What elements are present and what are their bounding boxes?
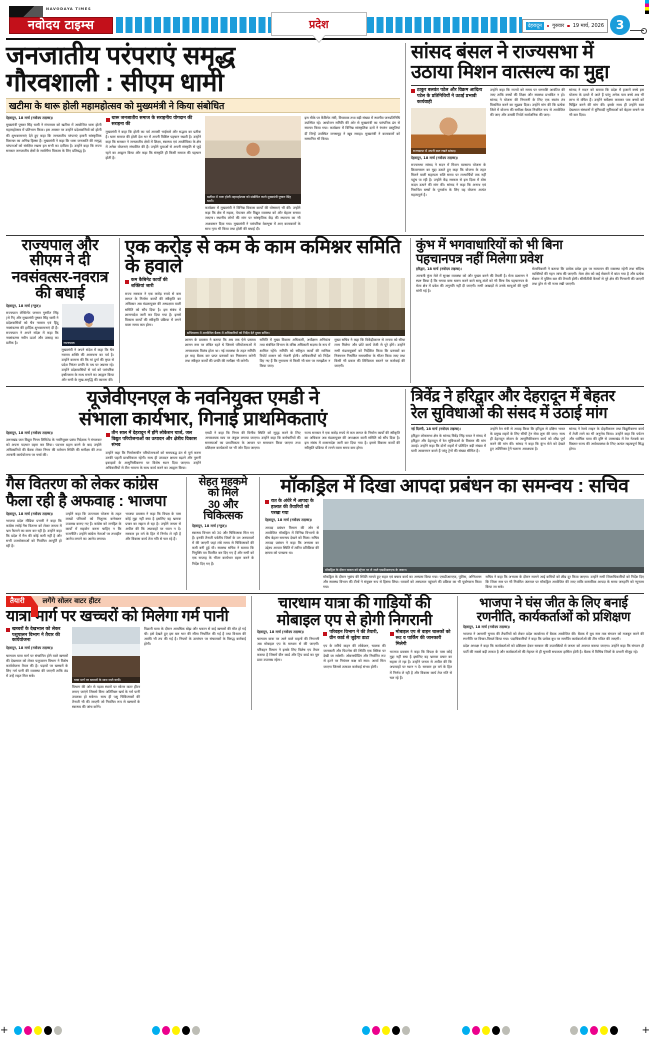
lead-photo-dhami: [205, 116, 301, 204]
lead-subhead: खटीमा के थारू होली महामहोत्सव को मुख्यमंत्री ने किया संबोधित: [6, 98, 400, 113]
bansal-dateline: देहरादून, 18 मार्च (नवोदय टाइम्स)।: [411, 155, 459, 160]
ujvnl-text-4: राज्य सरकार ने एक करोड़ रुपये से कम लागत के निर्माण कार्यों की स्वीकृति का अधिकार अब मंडलायुक्त की अध्यक्षता वाली समिति को सौंप दिया है। इस संबंध में शासनादेश जारी कर दिया गया है। इससे विकास कार्यों की स्वीकृति प्रक्रिया में लगने वाला समय कम होगा।: [304, 431, 400, 451]
ujvnl-headline-line1: यूजेवीएनएल के नवनियुक्त एमडी ने: [86, 388, 320, 410]
trivendra-headline-line1: त्रिवेंद्र ने हरिद्वार और देहरादून में बेहतर: [411, 388, 615, 406]
commissioner-text-1: राज्य सरकार ने एक करोड़ रुपये से कम लागत के निर्माण कार्यों की स्वीकृति का अधिकार अब मंडलायुक्त की अध्यक्षता वाली समिति को सौंप दिया है। इस संबंध में शासनादेश जारी कर दिया गया है। इससे विकास कार्यों की स्वीकृति प्रक्रिया में लगने वाला समय कम होगा।: [125, 292, 181, 327]
bansal-text-1: [411, 156, 486, 199]
mockdrill-photo-column: [323, 499, 644, 590]
governor-column-2: [62, 304, 115, 383]
mockdrill-text-1-body: आपदा प्रबंधन विभाग की ओर से आयोजित मॉकड्रिल में विभिन्न विभागों के बीच बेहतर समन्वय देखने को मिला। सचिव आपदा प्रबंधन ने कहा कि अभ्यास का उद्देश्य आपात स्थिति में त्वरित प्रतिक्रिया की क्षमता को परखना था।: [265, 525, 319, 555]
lead-story: [6, 43, 400, 232]
kumbh-headline-line2: पहचानपत्र नहीं मिलेगा प्रवेश: [416, 250, 543, 266]
bjp-column-1: [463, 625, 644, 654]
mule-photo: [72, 627, 140, 683]
chardham-bullet-2: [390, 630, 452, 648]
chardham-story: [257, 596, 452, 710]
trivendra-text-2: उन्होंने रेल मंत्री से आग्रह किया कि हरिद्वार से दक्षिण भारत के प्रमुख शहरों के लिए सीधी ट्रेन सेवा शुरू की जाए। साथ ही देहरादून स्टेशन के आधुनिकीकरण कार्य को शीघ्र पूर्ण करने की मांग की। सांसद ने कहा कि कुंभ मेले को देखते हुए अतिरिक्त ट्रेनें चलाना आवश्यक है।: [490, 426, 565, 452]
commissioner-photo: [185, 278, 405, 336]
bullet-square-icon: [106, 433, 110, 437]
bjp-story: [463, 596, 644, 710]
ujvnl-bullet-text: तीन साल में देहरादून में होंगे लोकेशन चार्ज, जल विद्युत परियोजनाओं का उत्पादन और क्षेत्रीय विकास संभव: [111, 431, 197, 448]
column-divider-8: [457, 596, 458, 710]
section-rule-1: [6, 235, 644, 236]
mockdrill-headline: मॉकड्रिल में दिखा आपदा प्रबंधन का समन्वय : सचिव: [280, 476, 629, 498]
page-number-tail: [630, 30, 644, 31]
bjp-headline-line2: रणनीति, कार्यकर्ताओं को प्रशिक्षण: [476, 609, 631, 624]
bullet-square-icon: [265, 500, 269, 504]
trivendra-column-1: [411, 427, 486, 456]
doctors-headline-line2: 30 और चिकित्सक: [203, 498, 243, 522]
commissioner-headline: एक करोड़ से कम के काम कमिश्नर समिति के हवाले: [125, 236, 401, 278]
mockdrill-photo-caption: मॉकड्रिल के दौरान घायल को स्ट्रेचर पर ले जाते एसडीआरएफ के जवान।: [323, 567, 644, 573]
dateline-day: गुरुवार: [552, 23, 565, 29]
lead-text-1: मुख्यमंत्री पुष्कर सिंह धामी ने मंगलवार को खटीमा में आयोजित थारू होली महामहोत्सव में प्रतिभाग किया। इस अवसर पर उन्होंने प्रदेशवासियों को होली की शुभकामनाएं देते हुए कहा कि जनजातीय परंपराएं हमारी सांस्कृतिक विरासत का अभिन्न हिस्सा हैं। मुख्यमंत्री ने कहा कि थारू जनजाति की समृद्ध परंपराओं को संरक्षित रखना हम सभी का दायित्व है। उन्होंने कहा कि राज्य सरकार जनजातीय क्षेत्रों के सर्वांगीण विकास के लिए प्रतिबद्ध है।: [6, 123, 102, 153]
doctors-body: [192, 524, 254, 567]
cmyk-dots-5: [570, 1026, 618, 1035]
mule-story: [6, 596, 246, 710]
section-tab[interactable]: [271, 12, 367, 36]
bansal-story: [411, 43, 644, 232]
dateline-dot-1: [547, 25, 550, 28]
mockdrill-text-1: [265, 518, 319, 555]
ujvnl-headline-line2: संभाला कार्यभार, गिनाई प्राथमिकताएं: [78, 408, 328, 430]
logo-kicker: NAVODAYA TIMES: [46, 7, 92, 11]
column-divider-5: [186, 477, 187, 590]
kumbh-column-1: [416, 267, 528, 296]
decorative-bar-strip-right: [367, 17, 522, 33]
section-tab-label: प्रदेश: [309, 17, 329, 31]
column-divider-2: [119, 238, 120, 384]
gas-story: [6, 477, 181, 590]
chardham-dateline: देहरादून, 18 मार्च (नवोदय टाइम्स)।: [257, 630, 305, 635]
decorative-bar-strip-left: [116, 17, 271, 33]
gas-headline-line2: फैला रही है अफवाह : भाजपा: [6, 492, 167, 510]
bansal-photo-caption: राज्यसभा में अपनी बात रखते सांसद।: [411, 148, 486, 154]
mockdrill-column-1: [265, 499, 319, 590]
trivendra-text-1: हरिद्वार लोकसभा क्षेत्र के सांसद त्रिवेंद्र सिंह रावत ने संसद में हरिद्वार और देहरादून में रेल सुविधाओं के विस्तार की मांग उठाई। उन्होंने कहा कि दोनों शहरों में प्रतिदिन बड़ी संख्या में यात्री आवागमन करते हैं परंतु ट्रेनों की संख्या सीमित है।: [411, 433, 486, 454]
kumbh-story: [416, 238, 644, 384]
page-number-badge: 3: [610, 15, 630, 35]
bansal-photo: [411, 108, 486, 154]
mule-tag-band: [6, 596, 246, 607]
column-divider-4: [405, 389, 406, 471]
bullet-square-icon: [323, 632, 327, 636]
doctors-text: स्वास्थ्य विभाग को 30 और चिकित्सक मिल गए हैं। इनकी तैनाती पर्वतीय जिलों के उन अस्पतालों में की जाएगी जहां लंबे समय से चिकित्सकों की कमी बनी हुई थी। स्वास्थ्य सचिव ने बताया कि नियुक्ति पत्र वितरित कर दिए गए हैं और सभी को एक सप्ताह के भीतर कार्यभार ग्रहण करने के निर्देश दिए गए हैं।: [192, 531, 254, 566]
ujvnl-text-3: एमडी ने कहा कि निगम की वित्तीय स्थिति को सुदृढ़ करने के लिए अनावश्यक व्यय पर अंकुश लगाया जाएगा। उन्होंने कहा कि कर्मचारियों की समस्याओं का प्राथमिकता के आधार पर समाधान किया जाएगा तथा प्रशिक्षण कार्यक्रमों पर भी जोर दिया जाएगा।: [205, 431, 301, 451]
doctors-story: [192, 477, 254, 590]
bullet-square-icon: [106, 118, 110, 122]
ujvnl-text-1: उत्तराखंड जल विद्युत निगम लिमिटेड के नवनियुक्त प्रबंध निदेशक ने मंगलवार को अपना पदभार ग्रहण कर लिया। पदभार ग्रहण करने के बाद उन्होंने अधिकारियों की बैठक लेकर निगम की वर्तमान स्थिति की समीक्षा की तथा आगामी कार्ययोजना पर चर्चा की।: [6, 438, 102, 458]
logo-text: नवोदय टाइम्स: [27, 17, 95, 33]
governor-story: [6, 238, 114, 384]
chardham-text-1: चारधाम यात्रा पर आने वाले वाहनों की निगरानी अब मोबाइल एप के माध्यम से की जाएगी। परिवहन विभाग ने इसके लिए विशेष एप तैयार कराया है जिसमें ग्रीन कार्ड और ट्रिप कार्ड का पूरा डाटा उपलब्ध रहेगा।: [257, 637, 320, 662]
mule-dateline: देहरादून, 18 मार्च (नवोदय टाइम्स)।: [6, 646, 54, 651]
bjp-text-1: भाजपा ने आगामी चुनाव की तैयारियों को लेकर प्रदेश कार्यालय में बैठक आयोजित की। बैठक में बूथ स्तर तक संगठन को मजबूत करने की रणनीति पर विचार-विमर्श किया गया। पदाधिकारियों ने कहा कि प्रत्येक बूथ पर समर्पित कार्यकर्ताओं की टीम गठित की जाएगी।: [463, 632, 644, 642]
governor-headline-line2: नवसंवत्सर-नवरात्र की बधाई: [11, 269, 109, 303]
commissioner-text-2: शासन के प्रवक्ता ने बताया कि अब तक ऐसे प्रस्ताव शासन स्तर पर लंबित रहते थे जिससे परियोजनाओं में अनावश्यक विलंब होता था। नई व्यवस्था के तहत समिति हर माह बैठक कर प्राप्त प्रस्तावों का निस्तारण करेगी तथा स्वीकृत कार्यों की प्रगति की समीक्षा भी करेगी।: [185, 338, 256, 363]
chardham-column-2: [323, 630, 385, 680]
dateline-dot-2: [567, 25, 570, 28]
chardham-bullet-1: [323, 630, 385, 642]
column-divider-3: [410, 238, 411, 384]
gas-headline-line1: गैस वितरण को लेकर कांग्रेस: [6, 476, 158, 494]
lead-column-4: [305, 116, 401, 231]
ujvnl-bullet: [106, 431, 202, 449]
governor-dateline: देहरादून, 18 मार्च (न्यूज)।: [6, 303, 42, 308]
dateline-date: 19 मार्च, 2026: [572, 23, 605, 29]
mockdrill-bullet-text: रात के अंधेरे में आपदा के हालात की तैयारियों को परखा गया: [271, 498, 314, 516]
gas-column-1: [6, 512, 62, 551]
chardham-bullet-1-text: परिवहन विभाग ने की तैयारी, ग्रीन कार्ड से जुड़ेगा डाटा: [329, 630, 379, 642]
mule-column-1: [6, 627, 68, 710]
mockdrill-story: [265, 477, 644, 590]
chardham-text-2: एप के जरिये वाहन की लोकेशन, चालक की जानकारी और फिटनेस की स्थिति एक क्लिक पर देखी जा सकेगी। ओवरस्पीडिंग और निर्धारित रूट से हटने पर नियंत्रण कक्ष को स्वत: अलर्ट मिल जाएगा जिससे तत्काल कार्रवाई संभव होगी।: [323, 644, 386, 669]
kumbh-text-1: आगामी कुंभ मेले में सुरक्षा व्यवस्था को और पुख्ता करने की तैयारी है। मेला प्रशासन ने स्पष्ट किया है कि भगवा वस्त्र धारण करने वाले साधु-संतों को भी बिना वैध पहचानपत्र के मेला क्षेत्र में प्रवेश की अनुमति नहीं दी जाएगी। सभी अखाड़ों से उनके साधुओं की सूची मांगी गई है।: [416, 274, 528, 294]
commissioner-column-1: [125, 278, 181, 368]
commissioner-text-3: समिति में मुख्य विकास अधिकारी, अधीक्षण अभियंता तथा संबंधित विभाग के वरिष्ठ अधिकारी सदस्य के रूप में शामिल रहेंगे। समिति को स्वीकृत कार्यों की मासिक रिपोर्ट शासन को भेजनी होगी। अधिकारियों को निर्देश दिए गए हैं कि गुणवत्ता से किसी भी स्तर पर समझौता न किया जाए।: [259, 338, 331, 368]
lead-bullet: [106, 116, 202, 128]
commissioner-text-4: मुख्य सचिव ने कहा कि विकेंद्रीकरण से जनता को सीधा लाभ मिलेगा और छोटे कार्य तेजी से पूरे होंगे। उन्होंने सभी मंडलायुक्तों को निर्देशित किया कि प्रस्तावों का निस्तारण निर्धारित समयसीमा के भीतर किया जाए तथा किसी भी प्रकार की शिथिलता बरतने पर कार्रवाई की जाएगी।: [334, 338, 406, 368]
bansal-bullet: [411, 88, 486, 106]
chardham-bullet-2-text: मोबाइल एप से वाहन चालकों को रूट व पार्किंग की जानकारी मिलेगी: [395, 630, 451, 648]
logo-box: [9, 17, 113, 34]
gas-text-3: भाजपा प्रवक्ता ने कहा कि विपक्ष के पास कोई मुद्दा नहीं बचा है इसलिए वह भ्रामक प्रचार का सहारा ले रहा है। उन्होंने जनता से अपील की कि अफवाहों पर ध्यान न दें। सरकार हर वर्ग के हित में निर्णय ले रही है और विकास कार्य तेज गति से चल रहे हैं।: [125, 511, 182, 542]
chardham-column-1: [257, 630, 319, 680]
bansal-column-1: [411, 88, 486, 200]
mule-tag-text: लगेंगे सोलर वाटर हीटर: [42, 596, 101, 605]
bansal-headline-line1: सांसद बंसल ने राज्यसभा में: [411, 42, 594, 63]
mockdrill-dateline: देहरादून, 18 मार्च (नवोदय टाइम्स)।: [265, 518, 313, 523]
bullet-square-icon: [411, 89, 415, 93]
lead-column-1: [6, 116, 102, 231]
bansal-rule: [411, 85, 644, 86]
mule-photo-column: [72, 627, 140, 710]
masthead-dateline: [522, 19, 608, 33]
kumbh-dateline: हरिद्वार, 18 मार्च (नवोदय टाइम्स)।: [416, 267, 462, 272]
mule-tag: तैयारी: [6, 596, 31, 607]
chardham-headline-line1: चारधाम यात्रा की गाड़ियों की: [278, 594, 431, 612]
bansal-headline-line2: उठाया मिशन वात्सल्य का मुद्दा: [411, 62, 610, 84]
doctors-headline-line1: सेहत महकमे को मिले: [198, 476, 248, 500]
mockdrill-bullet: [265, 499, 319, 517]
bjp-headline-line1: भाजपा ने घंस जीत के लिए बनाई: [479, 594, 628, 610]
gas-text-2: उन्होंने कहा कि उज्ज्वला योजना के तहत लाखों परिवारों को निशुल्क कनेक्शन उपलब्ध कराए गए हैं। कांग्रेस को जनहित के कार्यों में सहयोग करना चाहिए न कि राजनीति। उन्होंने कांग्रेस नेताओं पर तथ्यहीन आरोप लगाने का आरोप लगाया।: [65, 511, 122, 542]
lead-headline-line1: जनजातीय परंपराएं समृद्ध: [6, 42, 236, 70]
column-divider-7: [251, 596, 252, 710]
mule-bullet: [6, 627, 68, 645]
mockdrill-text-2: मॉकड्रिल के दौरान भूकंप की स्थिति मानते हुए राहत एवं बचाव कार्य का अभ्यास किया गया। एसडीआरएफ, पुलिस, अग्निशमन और स्वास्थ्य विभाग की टीमों ने संयुक्त रूप से हिस्सा लिया। घायलों को अस्पताल पहुंचाने की प्रक्रिया का भी पूर्वाभ्यास किया गया।: [323, 574, 482, 589]
cmyk-dots-2: [152, 1026, 200, 1035]
lead-photo-caption: खटीमा में थारू होली महामहोत्सव को संबोधित करते मुख्यमंत्री पुष्कर सिंह धामी।: [205, 194, 301, 204]
section-rule-4: [6, 593, 644, 594]
governor-text-1: राज्यपाल लेफ्टिनेंट जनरल गुरमीत सिंह (से नि) और मुख्यमंत्री पुष्कर सिंह धामी ने प्रदेशवासियों को चैत्र नवरात्र एवं हिंदू नवसंवत्सर की हार्दिक शुभकामनाएं दी हैं। राज्यपाल ने अपने संदेश में कहा कि नवसंवत्सर नवीन ऊर्जा और उत्साह का प्रतीक है।: [6, 310, 59, 346]
commissioner-bullet: [125, 278, 181, 290]
bansal-column-2: उन्होंने कहा कि राज्यों को समय पर धनराशि आवंटित की जाए ताकि बच्चों की शिक्षा और स्वास्थ्य प्रभावित न हो। सांसद ने योजना की निगरानी के लिए एक स्वतंत्र तंत्र विकसित करने का सुझाव दिया। उन्होंने मांग की कि प्रत्येक जिले में योजना की समीक्षा बैठक नियमित रूप से आयोजित की जाए और उसकी रिपोर्ट सार्वजनिक की जाए।: [490, 87, 565, 118]
bansal-text-1-body: राज्यसभा सांसद ने सदन में मिशन वात्सल्य योजना के क्रियान्वयन का मुद्दा उठाते हुए कहा कि योजना के तहत मिलने वाली सहायता राशि समय पर लाभार्थियों तक नहीं पहुंच पा रही है। उन्होंने केंद्र सरकार से इस दिशा में ठोस कदम उठाने की मांग की। सांसद ने कहा कि अनाथ एवं निराश्रित बच्चों के पुनर्वास के लिए यह योजना अत्यंत महत्वपूर्ण है।: [411, 162, 486, 198]
governor-text-2: मुख्यमंत्री ने अपने संदेश में कहा कि चैत्र नवरात्र शक्ति की आराधना का पर्व है। उन्होंने कामना की कि मां दुर्गा की कृपा से प्रदेश निरंतर प्रगति के पथ पर अग्रसर रहे। उन्होंने प्रदेशवासियों से पर्व को पारंपरिक हर्षोल्लास के साथ मनाने का आह्वान किया और सभी के सुख-समृद्धि की कामना की।: [61, 347, 115, 383]
lead-text-2: मुख्यमंत्री ने कहा कि होली का पर्व आपसी भाईचारे और सद्भाव का प्रतीक है। थारू समाज की होली देश भर में अपनी विशिष्ट पहचान रखती है। उन्होंने कहा कि सरकार ने जनजातीय क्षेत्रों में शिक्षा, स्वास्थ्य एवं आजीविका के क्षेत्र में अनेक योजनाएं संचालित की हैं। उन्होंने युवाओं से अपनी संस्कृति से जुड़े रहने का आह्वान किया और कहा कि संस्कृति ही किसी समाज की पहचान होती है।: [105, 130, 201, 160]
mockdrill-photo: [323, 499, 644, 573]
lead-bullet-text: थारू जनजातीय समाज के सराहनीय योगदान की सराहना की: [111, 116, 193, 128]
trivendra-text-3: सांसद ने रेलवे लाइन के दोहरीकरण तथा विद्युतीकरण कार्य में तेजी लाने का भी अनुरोध किया। उन्होंने कहा कि पर्यटन और धार्मिक यात्रा की दृष्टि से उत्तराखंड में रेल नेटवर्क का विस्तार राज्य की अर्थव्यवस्था के लिए अत्यंत महत्वपूर्ण सिद्ध होगा।: [569, 426, 644, 452]
mockdrill-text-3: सचिव ने कहा कि अभ्यास के दौरान सामने आई कमियों को शीघ्र दूर किया जाएगा। उन्होंने सभी जिलाधिकारियों को निर्देश दिए कि जिला स्तर पर भी नियमित अंतराल पर मॉकड्रिल आयोजित की जाए ताकि वास्तविक आपदा के समय जनहानि को न्यूनतम किया जा सके।: [485, 574, 644, 589]
bjp-text-2: प्रदेश अध्यक्ष ने कहा कि कार्यकर्ताओं को प्रशिक्षण देकर सरकार की उपलब्धियों से जनता को अवगत कराया जाएगा। उन्होंने कहा कि संगठन ही पार्टी की सबसे बड़ी ताकत है और कार्यकर्ताओं की मेहनत से ही चुनावी सफलता हासिल होती है। बैठक में विभिन्न जिलों के प्रभारी मौजूद रहे।: [463, 644, 644, 654]
commissioner-story: [125, 238, 405, 384]
cmyk-dots-4: [462, 1026, 510, 1035]
kumbh-headline-line1: कुंभ में भगवाधारियों को भी बिना: [416, 236, 563, 252]
ujvnl-column-4: [305, 431, 401, 471]
column-divider-1: [405, 43, 406, 232]
commissioner-photo-column: [185, 278, 405, 368]
chardham-text-3: भाजपा प्रवक्ता ने कहा कि विपक्ष के पास कोई मुद्दा नहीं बचा है इसलिए वह भ्रामक प्रचार का सहारा ले रहा है। उन्होंने जनता से अपील की कि अफवाहों पर ध्यान न दें। सरकार हर वर्ग के हित में निर्णय ले रही है और विकास कार्य तेज गति से चल रहे हैं।: [389, 650, 452, 680]
gas-dateline: देहरादून, 18 मार्च (नवोदय टाइम्स)।: [6, 511, 54, 516]
commissioner-photo-caption: सचिवालय में आयोजित बैठक में अधिकारियों को निर्देश देते मुख्य सचिव।: [185, 330, 405, 336]
mule-bullet-text: खच्चरों के देखभाल को लेकर पशुपालन विभाग ने तैयार की कार्ययोजना: [12, 626, 61, 644]
governor-headline-line1: राज्यपाल और सीएम ने दी: [21, 236, 99, 270]
masthead: [6, 0, 644, 36]
ujvnl-story: [6, 389, 400, 471]
bullet-square-icon: [125, 280, 129, 284]
column-divider-6: [259, 477, 260, 590]
mule-text-1: [6, 646, 68, 678]
ujvnl-column-2: [106, 431, 202, 471]
edge-color-strip: [645, 0, 649, 14]
cmyk-dots-1: [14, 1026, 62, 1035]
lead-dateline: देहरादून, 18 मार्च (नवोदय टाइम्स)।: [6, 116, 54, 121]
bansal-column-3: सांसद ने सदन को बताया कि प्रदेश में हजारों बच्चे इस योजना के दायरे में आते हैं परंतु अनेक पात्र बच्चे अब भी लाभ से वंचित हैं। उन्होंने सर्वेक्षण कराकर पात्र बच्चों को चिह्नित करने की मांग की। इसके साथ ही उन्होंने बाल देखभाल संस्थानों में बुनियादी सुविधाओं को बेहतर बनाने पर भी बल दिया।: [569, 87, 644, 118]
lead-text-4: इस मौके पर कैबिनेट मंत्री, विधायक तथा बड़ी संख्या में स्थानीय जनप्रतिनिधि उपस्थित रहे। आयोजन समिति की ओर से मुख्यमंत्री का पारंपरिक ढंग से स्वागत किया गया। कार्यक्रम में विभिन्न सांस्कृतिक दलों ने रंगारंग प्रस्तुतियां दीं जिन्हें उपस्थित जनसमूह ने खूब सराहा। मुख्यमंत्री ने कलाकारों को सम्मानित भी किया।: [304, 116, 400, 141]
trivendra-rule: [411, 424, 644, 425]
chardham-headline-line2: मोबाइल एप से होगी निगरानी: [276, 611, 433, 629]
lead-text-3: कार्यक्रम में मुख्यमंत्री ने विभिन्न विकास कार्यों की घोषणाएं भी कीं। उन्होंने कहा कि क्षेत्र में सड़क, पेयजल और विद्युत व्यवस्था को और बेहतर बनाया जाएगा। स्थानीय लोगों की मांग पर सांस्कृतिक केंद्र की स्थापना का भी आश्वासन दिया गया। मुख्यमंत्री ने पारंपरिक वेशभूषा में आए कलाकारों के साथ नृत्य भी किया तथा होली की बधाई दी।: [205, 206, 301, 231]
newspaper-logo[interactable]: [6, 6, 116, 36]
ujvnl-text-2: उन्होंने कहा कि निर्माणाधीन परियोजनाओं को समयबद्ध ढंग से पूर्ण करना उनकी पहली प्राथमिकता रहेगी। साथ ही उत्पादन क्षमता बढ़ाने और पुरानी इकाइयों के आधुनिकीकरण पर विशेष ध्यान दिया जाएगा। उन्होंने अधिकारियों से टीम भावना के साथ कार्य करने का आह्वान किया।: [105, 450, 201, 471]
mule-text-1-body: चारधाम यात्रा मार्ग पर संचालित होने वाले खच्चरों की देखभाल को लेकर पशुपालन विभाग ने विशेष कार्ययोजना तैयार की है। पड़ावों पर खच्चरों के लिए गर्म पानी की व्यवस्था की जाएगी ताकि ठंड में उन्हें राहत मिल सके।: [6, 653, 68, 678]
lead-photo-column: [205, 116, 301, 231]
mule-text-2: विभाग की ओर से पड़ाव स्थलों पर सोलर वाटर हीटर लगाए जाएंगे जिससे बिना अतिरिक्त खर्च के गर्म पानी उपलब्ध हो सकेगा। साथ ही पशु चिकित्सकों की तैनाती भी की जाएगी जो नियमित रूप से खच्चरों के स्वास्थ्य की जांच करेंगे।: [72, 684, 140, 709]
mule-photo-caption: यात्रा मार्ग पर खच्चरों के साथ जाते यात्री।: [72, 677, 140, 683]
bullet-square-icon: [6, 628, 10, 632]
print-registration-marks: [0, 1023, 650, 1039]
ujvnl-column-1: [6, 431, 102, 471]
doctors-dateline: देहरादून, 18 मार्च (न्यूज)।: [192, 524, 228, 529]
mule-headline: यात्रा मार्ग पर खच्चरों को मिलेगा गर्म पानी: [6, 607, 229, 625]
bjp-dateline: देहरादून, 18 मार्च (नवोदय टाइम्स)।: [463, 625, 511, 630]
cmyk-dots-3: [362, 1026, 410, 1035]
lead-column-2: [106, 116, 202, 231]
governor-photo: [62, 304, 115, 346]
ujvnl-dateline: देहरादून, 18 मार्च (नवोदय टाइम्स)।: [6, 431, 54, 436]
kumbh-text-2: मेलाधिकारी ने बताया कि प्रत्येक प्रवेश द्वार पर सत्यापन की व्यवस्था रहेगी तथा संदिग्ध व्यक्तियों की गहन जांच की जाएगी। मेला क्षेत्र को कई सेक्टरों में बांटा गया है और प्रत्येक सेक्टर में पुलिस बल की तैनाती होगी। सीसीटीवी कैमरों से पूरे क्षेत्र की निगरानी की जाएगी तथा ड्रोन से भी नजर रखी जाएगी।: [532, 267, 644, 287]
bullet-square-icon: [390, 632, 394, 636]
gas-text-1: भाजपा प्रदेश मीडिया प्रभारी ने कहा कि कांग्रेस रसोई गैस वितरण को लेकर जनता में भ्रम फैलाने का काम कर रही है। उन्होंने कहा कि प्रदेश में गैस की कोई कमी नहीं है और सभी उपभोक्ताओं को नियमित आपूर्ति हो रही है।: [6, 518, 62, 549]
masthead-rule: [6, 38, 644, 40]
mule-text-3: पिछली यात्रा के दौरान अत्यधिक बोझ और थकान से कई खच्चरों की मौत हो गई थी। इसे देखते हुए इस बार भार की सीमा निर्धारित की गई है तथा विश्राम की अवधि भी तय की गई है। नियमों के उल्लंघन पर संचालकों के विरुद्ध कार्रवाई होगी।: [144, 626, 246, 646]
governor-column-1: [6, 304, 59, 383]
chardham-column-3: [390, 630, 452, 680]
lead-headline-line2: गौरवशाली : सीएम धामी: [6, 69, 224, 97]
trivendra-story: [411, 389, 644, 471]
dateline-city: देहरादून: [527, 23, 542, 29]
trivendra-headline-line2: रेल सुविधाओं की संसद में उठाई मांग: [411, 405, 608, 423]
bansal-bullet-text: ठाकुर बलवंत पटेल और विक्रम आदित्य पटेल के प्रतिनिधियों ने उठाई प्रभावी कार्यवाही: [417, 87, 483, 105]
crop-mark-left: +: [0, 1025, 9, 1036]
governor-photo-caption: राज्यपाल।: [62, 340, 115, 346]
trivendra-dateline: नई दिल्ली, 18 मार्च (नवोदय टाइम्स)।: [411, 426, 461, 431]
crop-mark-right: +: [641, 1025, 650, 1036]
commissioner-bullet-text: कम कैबिनेट कार्यों की शक्तियां जारी: [131, 278, 168, 290]
